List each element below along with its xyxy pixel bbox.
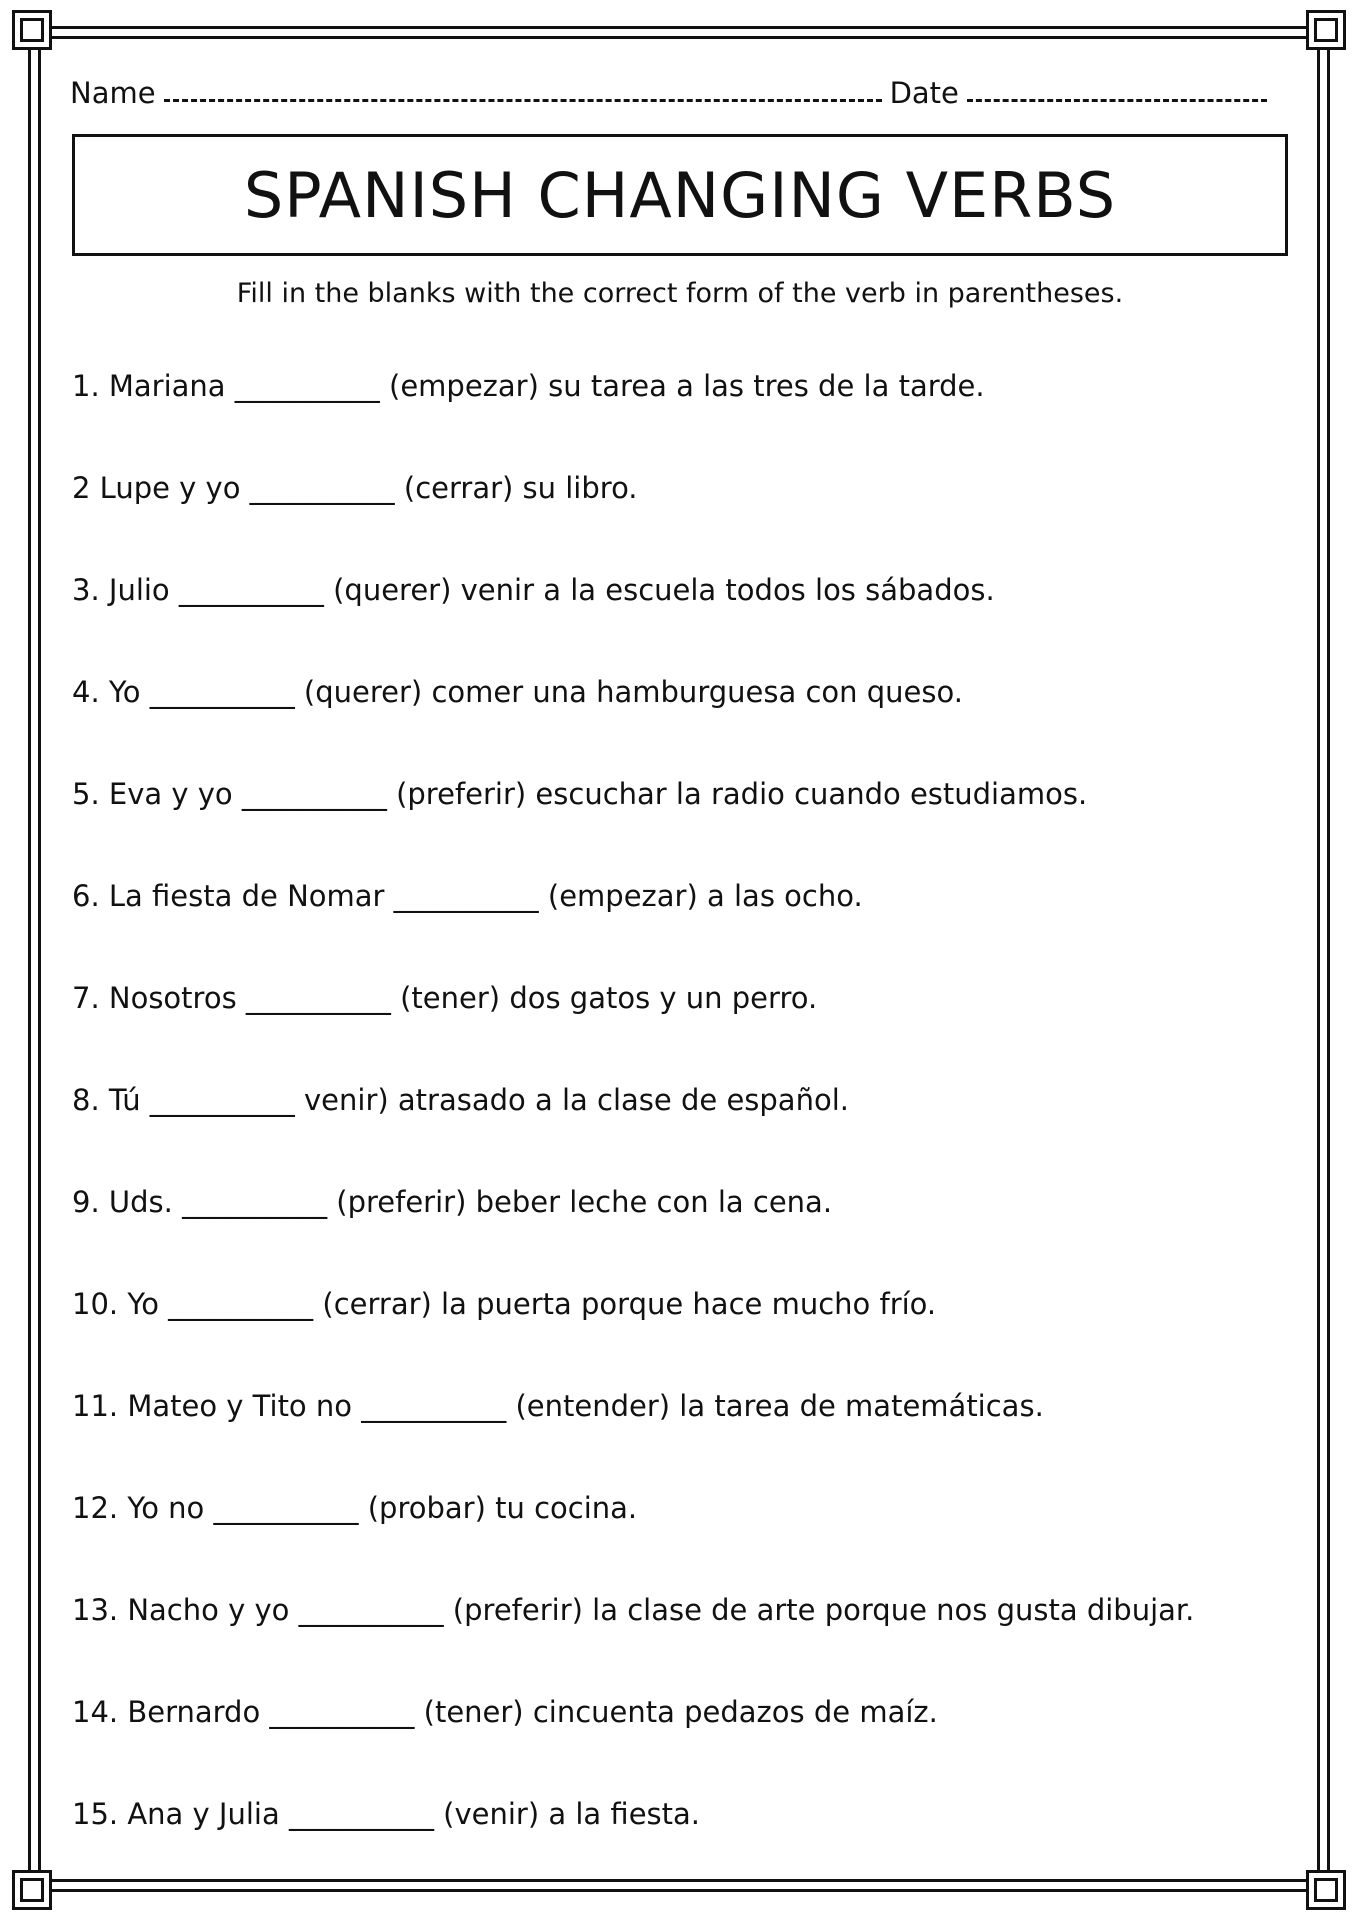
corner-ornament-bottom-left (12, 1870, 52, 1910)
date-label: Date (889, 76, 959, 110)
title-text: SPANISH CHANGING VERBS (243, 158, 1117, 232)
corner-ornament-bottom-right (1306, 1870, 1346, 1910)
question-item: 15. Ana y Julia __________ (venir) a la fiesta. (72, 1797, 701, 1831)
question-item: 10. Yo __________ (cerrar) la puerta porque hace mucho frío. (72, 1287, 937, 1321)
question-item: 8. Tú __________ venir) atrasado a la clase de español. (72, 1083, 849, 1117)
question-item: 13. Nacho y yo __________ (preferir) la clase de arte porque nos gusta dibujar. (72, 1593, 1195, 1627)
question-item: 2 Lupe y yo __________ (cerrar) su libro. (72, 471, 638, 505)
corner-ornament-top-left (12, 10, 52, 50)
question-item: 5. Eva y yo __________ (preferir) escuchar la radio cuando estudiamos. (72, 777, 1088, 811)
question-item: 1. Mariana __________ (empezar) su tarea a las tres de la tarde. (72, 369, 985, 403)
instructions: Fill in the blanks with the correct form of the verb in parentheses. (236, 278, 1124, 309)
question-item: 6. La fiesta de Nomar __________ (empezar) a las ocho. (72, 879, 863, 913)
question-item: 9. Uds. __________ (preferir) beber leche con la cena. (72, 1185, 833, 1219)
question-item: 7. Nosotros __________ (tener) dos gatos y un perro. (72, 981, 818, 1015)
name-label: Name (70, 76, 156, 110)
corner-ornament-top-right (1306, 10, 1346, 50)
name-blank[interactable] (164, 95, 882, 102)
question-item: 11. Mateo y Tito no __________ (entender) la tarea de matemáticas. (72, 1389, 1044, 1423)
question-item: 3. Julio __________ (querer) venir a la escuela todos los sábados. (72, 573, 995, 607)
question-list (72, 366, 1302, 1896)
question-item: 4. Yo __________ (querer) comer una hamburguesa con queso. (72, 675, 963, 709)
question-item: 12. Yo no __________ (probar) tu cocina. (72, 1491, 638, 1525)
worksheet-title (72, 134, 1288, 256)
header-fields (70, 66, 1290, 110)
date-blank[interactable] (967, 95, 1267, 102)
question-item: 14. Bernardo __________ (tener) cincuenta pedazos de maíz. (72, 1695, 938, 1729)
